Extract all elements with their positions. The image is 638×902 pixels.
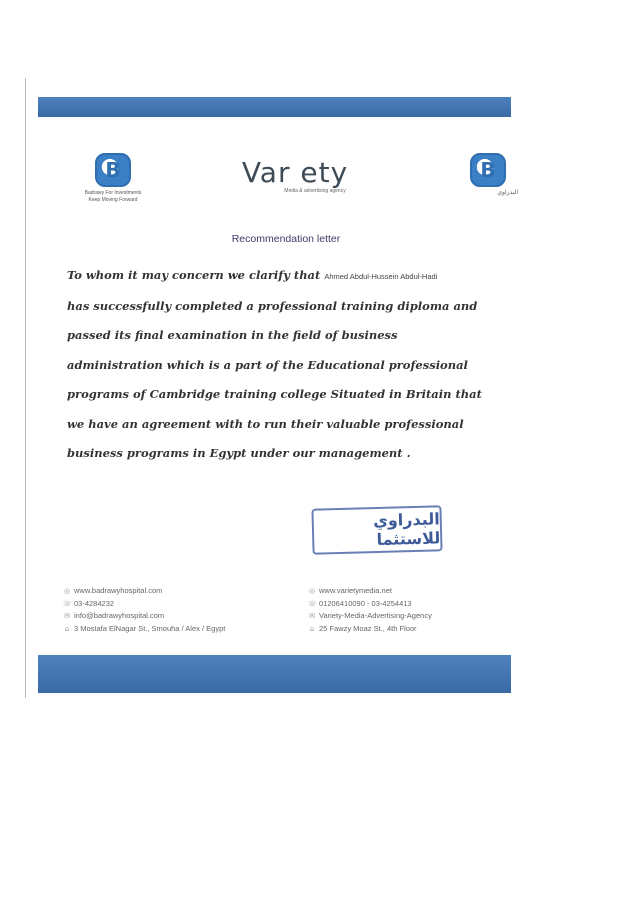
letter-line: has successfully completed a professional training diploma and (67, 298, 478, 313)
header-band (38, 97, 511, 117)
badrawy-logo-left (70, 153, 156, 204)
logo-right-text: البدراوي (497, 190, 518, 196)
contact-text: www.badrawyhospital.com (74, 586, 163, 595)
globe-icon: ◎ (308, 587, 316, 595)
contact-phone (308, 598, 432, 611)
b-logo-icon: B (95, 153, 131, 187)
contact-text: 01206410090 - 03-4254413 (319, 598, 412, 608)
letter-body (67, 261, 527, 469)
contact-address (63, 623, 225, 636)
variety-wordmark: Var ety (241, 156, 349, 189)
contact-text: Variety-Media-Advertising-Agency (319, 611, 432, 620)
letter-line (67, 261, 527, 292)
stamp-text: البدراوي للاستثما (372, 509, 441, 550)
contact-text: 25 Fawzy Moaz St., 4th Floor (319, 623, 417, 633)
letter-line: business programs in Egypt under our management . (67, 446, 411, 460)
badrawy-logo-right (458, 153, 518, 197)
company-stamp (311, 505, 442, 554)
contact-website (63, 585, 225, 598)
contacts-variety (308, 585, 432, 635)
location-icon: ⌂ (64, 624, 70, 633)
mail-icon: ✉ (309, 612, 315, 620)
contact-address (308, 623, 432, 636)
letter-line: we have an agreement with to run their valuable professional (67, 416, 464, 431)
contact-email (63, 610, 225, 623)
scan-edge-line (25, 78, 26, 698)
contacts-badrawy (63, 585, 225, 635)
logo-left-text: Badrawy For Investments Keep Moving Forward (84, 190, 142, 203)
letter-line: administration which is a part of the Educational professional (67, 357, 468, 372)
globe-icon: ◎ (63, 587, 71, 595)
phone-icon: ☏ (63, 599, 72, 608)
contact-text: 03-4284232 (74, 598, 115, 608)
contact-social (308, 610, 432, 623)
b-logo-icon: B (470, 153, 506, 187)
mail-icon: ✉ (64, 612, 70, 620)
variety-logo (230, 158, 360, 194)
footer-band (38, 655, 511, 693)
letter-line: programs of Cambridge training college Situated in Britain that (67, 387, 482, 401)
variety-tagline: Media & advertising agency (284, 188, 346, 194)
contact-text: www.varietymedia.net (319, 586, 392, 595)
location-icon: ⌂ (309, 624, 315, 633)
phone-icon: ☏ (308, 599, 317, 608)
contact-phone (63, 598, 225, 611)
letter-line: passed its final examination in the field of business (67, 328, 398, 342)
contact-text: info@badrawyhospital.com (74, 611, 165, 620)
contact-website (308, 585, 432, 598)
letter-line-text: To whom it may concern we clarify that (67, 268, 321, 282)
letter-title: Recommendation letter (231, 233, 341, 245)
contact-text: 3 Mostafa ElNagar St., Smouha / Alex / Egypt (74, 623, 226, 633)
recipient-name: Ahmed Abdul-Hussein Abdul-Hadi (324, 272, 438, 281)
